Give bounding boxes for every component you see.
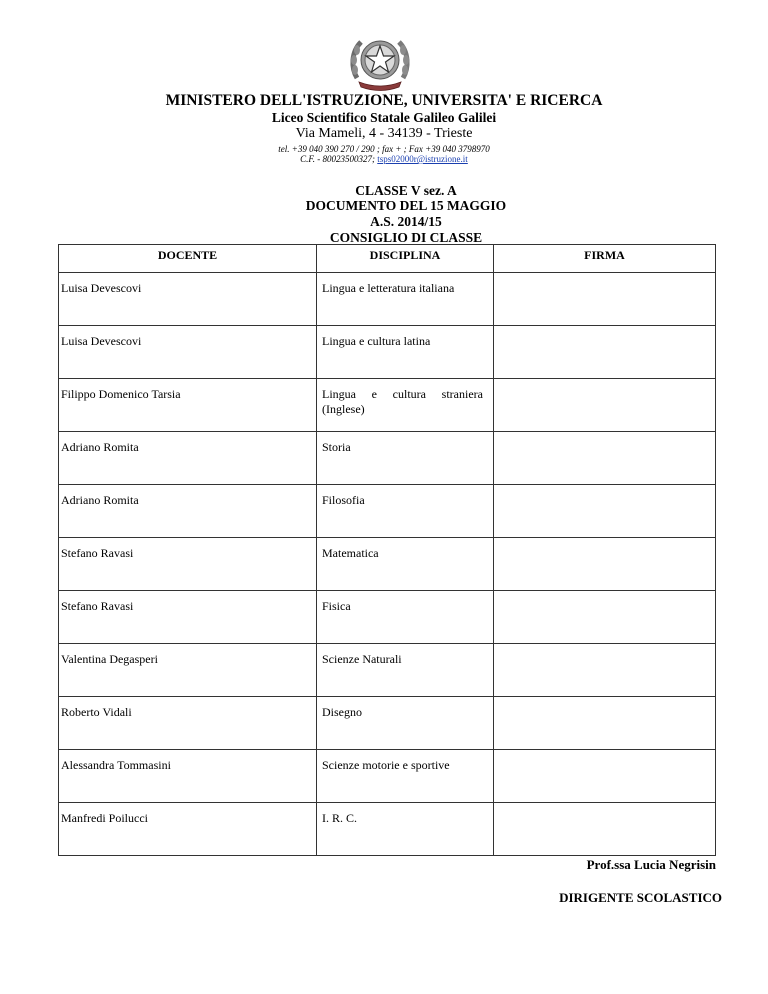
signature-cell[interactable]: [494, 379, 716, 432]
subject-label: Scienze motorie e sportive: [322, 758, 450, 772]
signature-cell[interactable]: [494, 697, 716, 750]
table-row: [59, 697, 716, 750]
table-row: [59, 803, 716, 856]
subject-label: Lingua e letteratura italiana: [322, 281, 455, 295]
subject-label: Storia: [322, 440, 351, 454]
council-title: CONSIGLIO DI CLASSE: [329, 230, 483, 245]
table-header-row: [59, 245, 716, 273]
table-row: [59, 750, 716, 803]
subject-label: Matematica: [322, 546, 379, 560]
subject-label: Lingua e cultura latina: [322, 334, 431, 348]
column-header-docente: DOCENTE: [59, 245, 317, 273]
fiscal-code: C.F. - 80023500327;: [300, 154, 378, 164]
principal-role: DIRIGENTE SCOLASTICO: [559, 890, 722, 905]
signature-cell[interactable]: [494, 803, 716, 856]
teacher-cell: Stefano Ravasi: [59, 538, 317, 591]
teacher-cell: Adriano Romita: [59, 485, 317, 538]
column-header-firma: FIRMA: [494, 245, 716, 273]
subject-cell: [317, 326, 494, 379]
signature-cell[interactable]: [494, 326, 716, 379]
subject-cell: [317, 538, 494, 591]
subject-label: Filosofia: [322, 493, 365, 507]
class-title: CLASSE V sez. A: [355, 183, 457, 198]
table-row: [59, 591, 716, 644]
table-row: [59, 644, 716, 697]
school-year: A.S. 2014/15: [370, 214, 442, 229]
signature-cell[interactable]: [494, 273, 716, 326]
signature-cell[interactable]: [494, 538, 716, 591]
subject-cell: [317, 750, 494, 803]
table-row: [59, 379, 716, 432]
subject-cell: [317, 273, 494, 326]
subject-label: I. R. C.: [322, 811, 358, 825]
subject-cell: [317, 591, 494, 644]
subject-cell: [317, 644, 494, 697]
teacher-cell: Adriano Romita: [59, 432, 317, 485]
teacher-cell: Manfredi Poilucci: [59, 803, 317, 856]
signature-cell[interactable]: [494, 644, 716, 697]
principal-name: Prof.ssa Lucia Negrisin: [586, 857, 716, 872]
table-row: [59, 326, 716, 379]
fiscal-code-line: [0, 154, 768, 164]
signature-cell[interactable]: [494, 591, 716, 644]
council-table: [58, 244, 716, 856]
teacher-cell: Valentina Degasperi: [59, 644, 317, 697]
subject-label: Lingua e cultura straniera (Inglese): [322, 387, 483, 416]
subject-cell: [317, 432, 494, 485]
signature-cell[interactable]: [494, 432, 716, 485]
teacher-cell: Roberto Vidali: [59, 697, 317, 750]
school-address: Via Mameli, 4 - 34139 - Trieste: [295, 126, 473, 141]
subject-cell: [317, 485, 494, 538]
subject-cell: [317, 697, 494, 750]
ministry-name: MINISTERO DELL'ISTRUZIONE, UNIVERSITA' E RICERCA: [165, 92, 603, 109]
subject-label: Fisica: [322, 599, 351, 613]
signature-cell[interactable]: [494, 485, 716, 538]
document-title: DOCUMENTO DEL 15 MAGGIO: [305, 198, 507, 213]
teacher-cell: Alessandra Tommasini: [59, 750, 317, 803]
school-name: Liceo Scientifico Statale Galileo Galilei: [271, 110, 497, 125]
teacher-cell: Stefano Ravasi: [59, 591, 317, 644]
table-row: [59, 485, 716, 538]
subject-label: Disegno: [322, 705, 362, 719]
email-link[interactable]: tsps02000r@istruzione.it: [377, 154, 468, 164]
italian-republic-emblem-icon: [347, 32, 413, 92]
column-header-disciplina: DISCIPLINA: [317, 245, 494, 273]
teacher-cell: Luisa Devescovi: [59, 273, 317, 326]
subject-cell: [317, 379, 494, 432]
subject-label: Scienze Naturali: [322, 652, 402, 666]
signature-cell[interactable]: [494, 750, 716, 803]
table-row: [59, 273, 716, 326]
school-contacts: tel. +39 040 390 270 / 290 ; fax + ; Fax +39 040 3798970: [278, 144, 490, 154]
table-row: [59, 538, 716, 591]
table-row: [59, 432, 716, 485]
subject-cell: [317, 803, 494, 856]
teacher-cell: Filippo Domenico Tarsia: [59, 379, 317, 432]
teacher-cell: Luisa Devescovi: [59, 326, 317, 379]
